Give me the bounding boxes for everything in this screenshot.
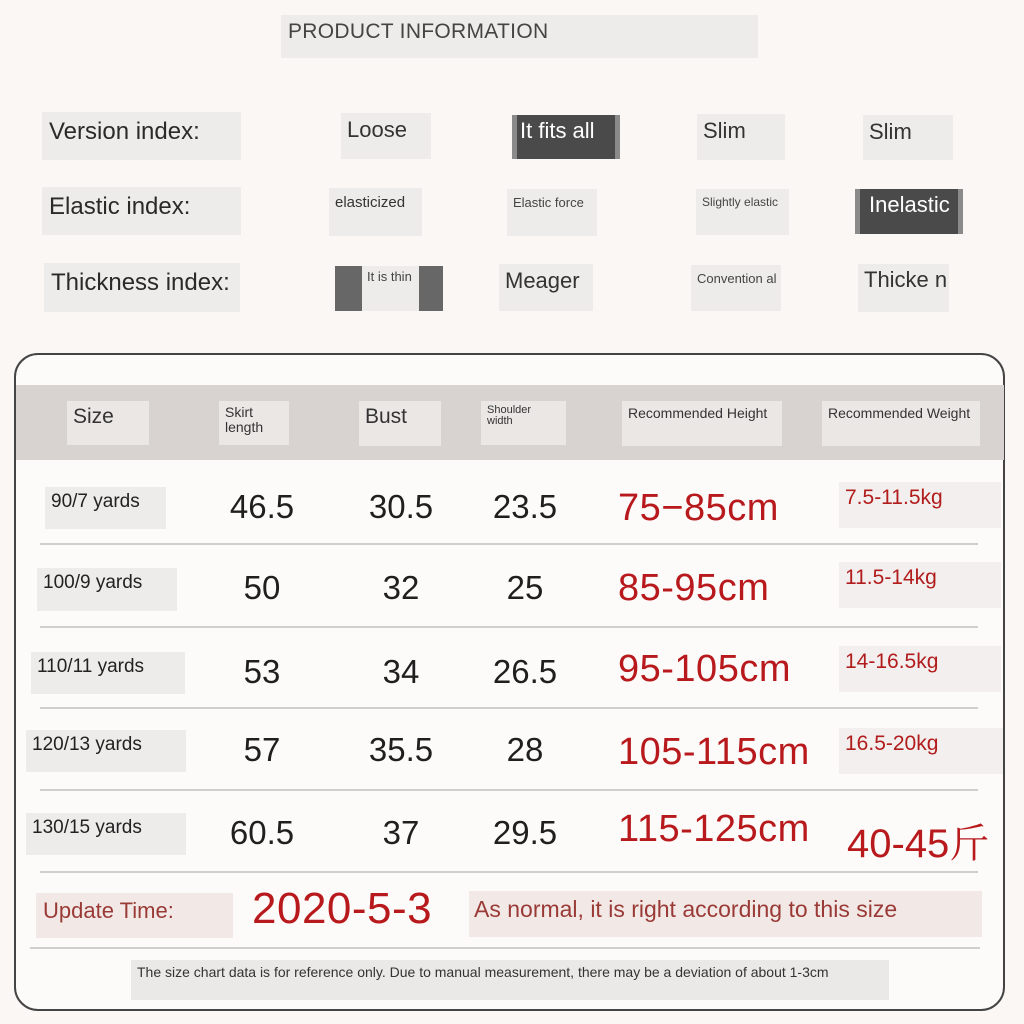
header-size: Size	[67, 401, 149, 445]
header-shoulder-width: Shoulder width	[481, 401, 566, 445]
selected-edge-right	[958, 189, 963, 234]
row-divider	[40, 707, 978, 709]
elastic-index-label: Elastic index:	[42, 187, 241, 235]
row1-bust: 30.5	[368, 488, 434, 525]
header-recommended-weight: Recommended Weight	[822, 401, 980, 446]
elastic-option-slightly-elastic: Slightly elastic	[696, 189, 789, 235]
row4-weight: 16.5-20kg	[839, 728, 1003, 774]
row1-height: 75−85cm	[618, 487, 779, 529]
row1-shoulder: 23.5	[492, 488, 558, 525]
row4-skirt: 57	[243, 731, 281, 768]
thickness-index-label: Thickness index:	[44, 263, 240, 312]
row3-skirt: 53	[243, 653, 281, 690]
row5-bust: 37	[382, 814, 420, 851]
row-divider	[40, 626, 978, 628]
version-option-fits-all: It fits all	[520, 118, 595, 143]
row1-size: 90/7 yards	[45, 487, 166, 529]
update-note: As normal, it is right according to this size	[469, 891, 982, 937]
row5-shoulder: 29.5	[492, 814, 558, 851]
row-divider	[40, 543, 978, 545]
version-option-loose: Loose	[341, 113, 431, 159]
thickness-option-conventional: Convention al	[691, 265, 781, 311]
elastic-option-elasticized: elasticized	[329, 188, 422, 236]
thickness-option-thicken: Thicke n	[858, 264, 949, 312]
row5-height: 115-125cm	[618, 808, 810, 850]
thickness-option-meager: Meager	[499, 264, 593, 311]
selected-edge-right	[615, 115, 620, 159]
header-recommended-height: Recommended Height	[622, 401, 782, 446]
row3-weight: 14-16.5kg	[839, 646, 1001, 692]
row3-size: 110/11 yards	[31, 652, 185, 694]
row2-skirt: 50	[243, 569, 281, 606]
version-option-slim-1: Slim	[697, 114, 785, 160]
row-divider	[40, 789, 978, 791]
row2-shoulder: 25	[506, 569, 544, 606]
selected-bar-left	[335, 266, 362, 311]
page-title: PRODUCT INFORMATION	[281, 15, 758, 58]
row3-height: 95-105cm	[618, 648, 791, 690]
row3-shoulder: 26.5	[492, 653, 558, 690]
row5-size: 130/15 yards	[26, 813, 186, 855]
version-index-label: Version index:	[42, 112, 241, 160]
version-option-slim-2: Slim	[863, 115, 953, 160]
elastic-option-selected	[855, 189, 963, 234]
thickness-option-thin: It is thin	[367, 269, 412, 284]
row-divider	[30, 947, 980, 949]
row-divider	[40, 871, 978, 873]
header-skirt-length: Skirt length	[219, 401, 289, 445]
elastic-option-elastic-force: Elastic force	[507, 189, 597, 236]
row2-bust: 32	[382, 569, 420, 606]
header-bust: Bust	[359, 401, 441, 446]
row1-weight: 7.5-11.5kg	[839, 482, 1001, 528]
row1-skirt: 46.5	[229, 488, 295, 525]
row4-shoulder: 28	[506, 731, 544, 768]
row3-bust: 34	[382, 653, 420, 690]
update-time-label: Update Time:	[36, 893, 233, 938]
row5-skirt: 60.5	[229, 814, 295, 851]
row4-bust: 35.5	[368, 731, 434, 768]
selected-edge-left	[855, 189, 860, 234]
selected-bar-right	[419, 266, 443, 311]
selected-edge-left	[512, 115, 517, 159]
row4-size: 120/13 yards	[26, 730, 186, 772]
disclaimer-note: The size chart data is for reference only. Due to manual measurement, there may be a deviation of about 1-3cm	[131, 960, 889, 1000]
elastic-option-inelastic: Inelastic	[869, 192, 950, 217]
update-date: 2020-5-3	[252, 884, 433, 933]
row4-height: 105-115cm	[618, 731, 810, 773]
thickness-option-selected	[335, 266, 443, 311]
row2-size: 100/9 yards	[37, 568, 177, 611]
row5-weight: 40-45斤	[847, 822, 990, 866]
row2-height: 85-95cm	[618, 567, 770, 609]
version-option-selected	[512, 115, 620, 159]
row2-weight: 11.5-14kg	[839, 562, 1001, 608]
